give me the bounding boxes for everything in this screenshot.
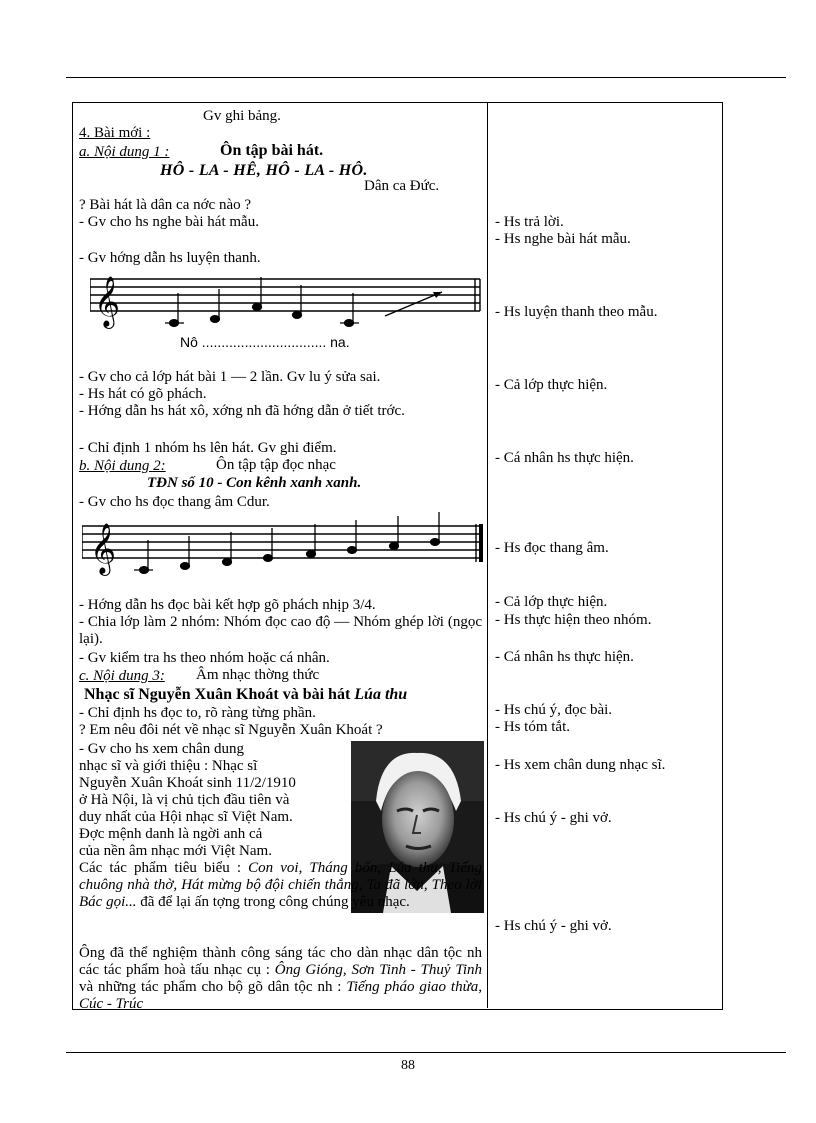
orchestra-works: Ông Gióng, Sơn Tinh - Thuỷ Tinh (274, 962, 483, 978)
bio-line: ở Hà Nội, là vị chủ tịch đầu tiên và (79, 792, 290, 808)
student-response: - Cá nhân hs thực hiện. (495, 450, 634, 466)
check-instruction: - Gv kiểm tra hs theo nhóm hoặc cá nhân. (79, 650, 330, 666)
student-response: - Hs chú ý - ghi vở. (495, 918, 612, 934)
bio-line: nhạc sĩ và giới thiệu : Nhạc sĩ (79, 758, 258, 774)
scale-instruction: - Gv cho hs đọc thang âm Cdur. (79, 494, 270, 510)
composer-song-title: Lúa thu (354, 686, 408, 703)
student-response: - Hs xem chân dung nhạc sĩ. (495, 757, 666, 773)
content1-label: a. Nội dung 1 : (79, 144, 170, 160)
group-sing-instruction: - Chỉ định 1 nhóm hs lên hát. Gv ghi điểm. (79, 440, 337, 456)
treble-clef-icon: 𝄞 (90, 523, 117, 574)
group-split-instruction: - Chia lớp làm 2 nhóm: Nhóm đọc cao độ — Nhóm ghép lời (ngọc lại). (79, 614, 482, 647)
content2-title: Ôn tập tập đọc nhạc (216, 457, 336, 473)
question-composer: ? Em nêu đôi nét về nhạc sĩ Nguyễn Xuân Khoát ? (79, 722, 383, 738)
composer-heading-text: Nhạc sĩ Nguyễn Xuân Khoát và bài hát (84, 686, 351, 703)
works-tail: đã để lại ấn tợng trong công chúng yêu nhạc. (136, 894, 410, 910)
student-response: - Hs đọc thang âm. (495, 540, 609, 556)
column-divider (487, 102, 488, 1008)
warmup-instruction: - Gv hớng dẫn hs luyện thanh. (79, 250, 261, 266)
works-paragraph (79, 860, 482, 911)
bio-line: duy nhất của Hội nhạc sĩ Việt Nam. (79, 809, 293, 825)
listen-instruction: - Gv cho hs nghe bài hát mẫu. (79, 214, 259, 230)
orchestra-paragraph (79, 945, 482, 1013)
class-sing-instruction: - Gv cho cả lớp hát bài 1 — 2 lần. Gv lu ý sửa sai. (79, 369, 381, 385)
call-response-instruction: - Hớng dẫn hs hát xô, xớng nh đã hớng dẫn ở tiết trớc. (79, 403, 405, 419)
orchestra-intro: Ông đã thể nghiệm thành công sáng tác cho dàn nhạc dân tộc nh các tác phẩm hoà tấu nhạc cụ : (79, 945, 482, 978)
warmup-staff (90, 266, 484, 332)
student-response: - Cá nhân hs thực hiện. (495, 649, 634, 665)
student-response: - Hs luyện thanh theo mẫu. (495, 304, 658, 320)
section-heading: 4. Bài mới : (79, 125, 151, 141)
rhythm-instruction: - Hớng dẫn hs đọc bài kết hợp gõ phách nhịp 3/4. (79, 597, 376, 613)
bio-line: Nguyễn Xuân Khoát sinh 11/2/1910 (79, 775, 296, 791)
bio-line: - Gv cho hs xem chân dung (79, 741, 244, 757)
scale-staff (82, 510, 484, 580)
student-response: - Hs nghe bài hát mẫu. (495, 231, 631, 247)
header-rule (66, 77, 786, 78)
percussion-works: Tiếng pháo giao thừa, Cúc - Trúc (79, 979, 483, 1012)
bio-line: Đợc mệnh danh là ngời anh cả (79, 826, 263, 842)
composer-heading (84, 686, 407, 703)
student-response: - Cả lớp thực hiện. (495, 377, 608, 393)
content3-title: Âm nhạc thờng thức (196, 667, 320, 683)
song-origin: Dân ca Đức. (364, 178, 440, 194)
read-aloud-instruction: - Chỉ định hs đọc to, rõ ràng từng phần. (79, 705, 316, 721)
student-response: - Cả lớp thực hiện. (495, 594, 608, 610)
content2-label: b. Nội dung 2: (79, 458, 166, 474)
content1-title: Ôn tập bài hát. (220, 142, 324, 159)
student-response: - Hs chú ý - ghi vở. (495, 810, 612, 826)
clap-instruction: - Hs hát có gõ phách. (79, 386, 207, 402)
sight-reading-title: TĐN số 10 - Con kênh xanh xanh. (147, 475, 362, 491)
orchestra-mid: và những tác phẩm cho bộ gõ dân tộc nh : (79, 979, 342, 995)
student-response: - Hs thực hiện theo nhóm. (495, 612, 652, 628)
student-response: - Hs tóm tắt. (495, 719, 570, 735)
bio-line: của nền âm nhạc mới Việt Nam. (79, 843, 272, 859)
works-intro: Các tác phẩm tiêu biểu : (79, 860, 242, 876)
works-titles: Con voi, Tháng bốn, Lúa thu, Tiếng chuông nhà thờ, Hát mừng bộ đội chiến thắng, Ta đã lớn, Theo lời Bác gọi... (79, 860, 482, 910)
gv-note: Gv ghi bảng. (203, 108, 281, 124)
student-response: - Hs trả lời. (495, 214, 564, 230)
treble-clef-icon: 𝄞 (94, 276, 121, 327)
question-origin: ? Bài hát là dân ca nớc nào ? (79, 197, 252, 213)
song-title: HÔ - LA - HÊ, HÔ - LA - HÔ. (160, 162, 368, 179)
staff-caption: Nô ................................ na. (180, 334, 350, 350)
content3-label: c. Nội dung 3: (79, 668, 165, 684)
footer-rule (66, 1052, 786, 1053)
page-number: 88 (401, 1058, 415, 1073)
student-response: - Hs chú ý, đọc bài. (495, 702, 613, 718)
